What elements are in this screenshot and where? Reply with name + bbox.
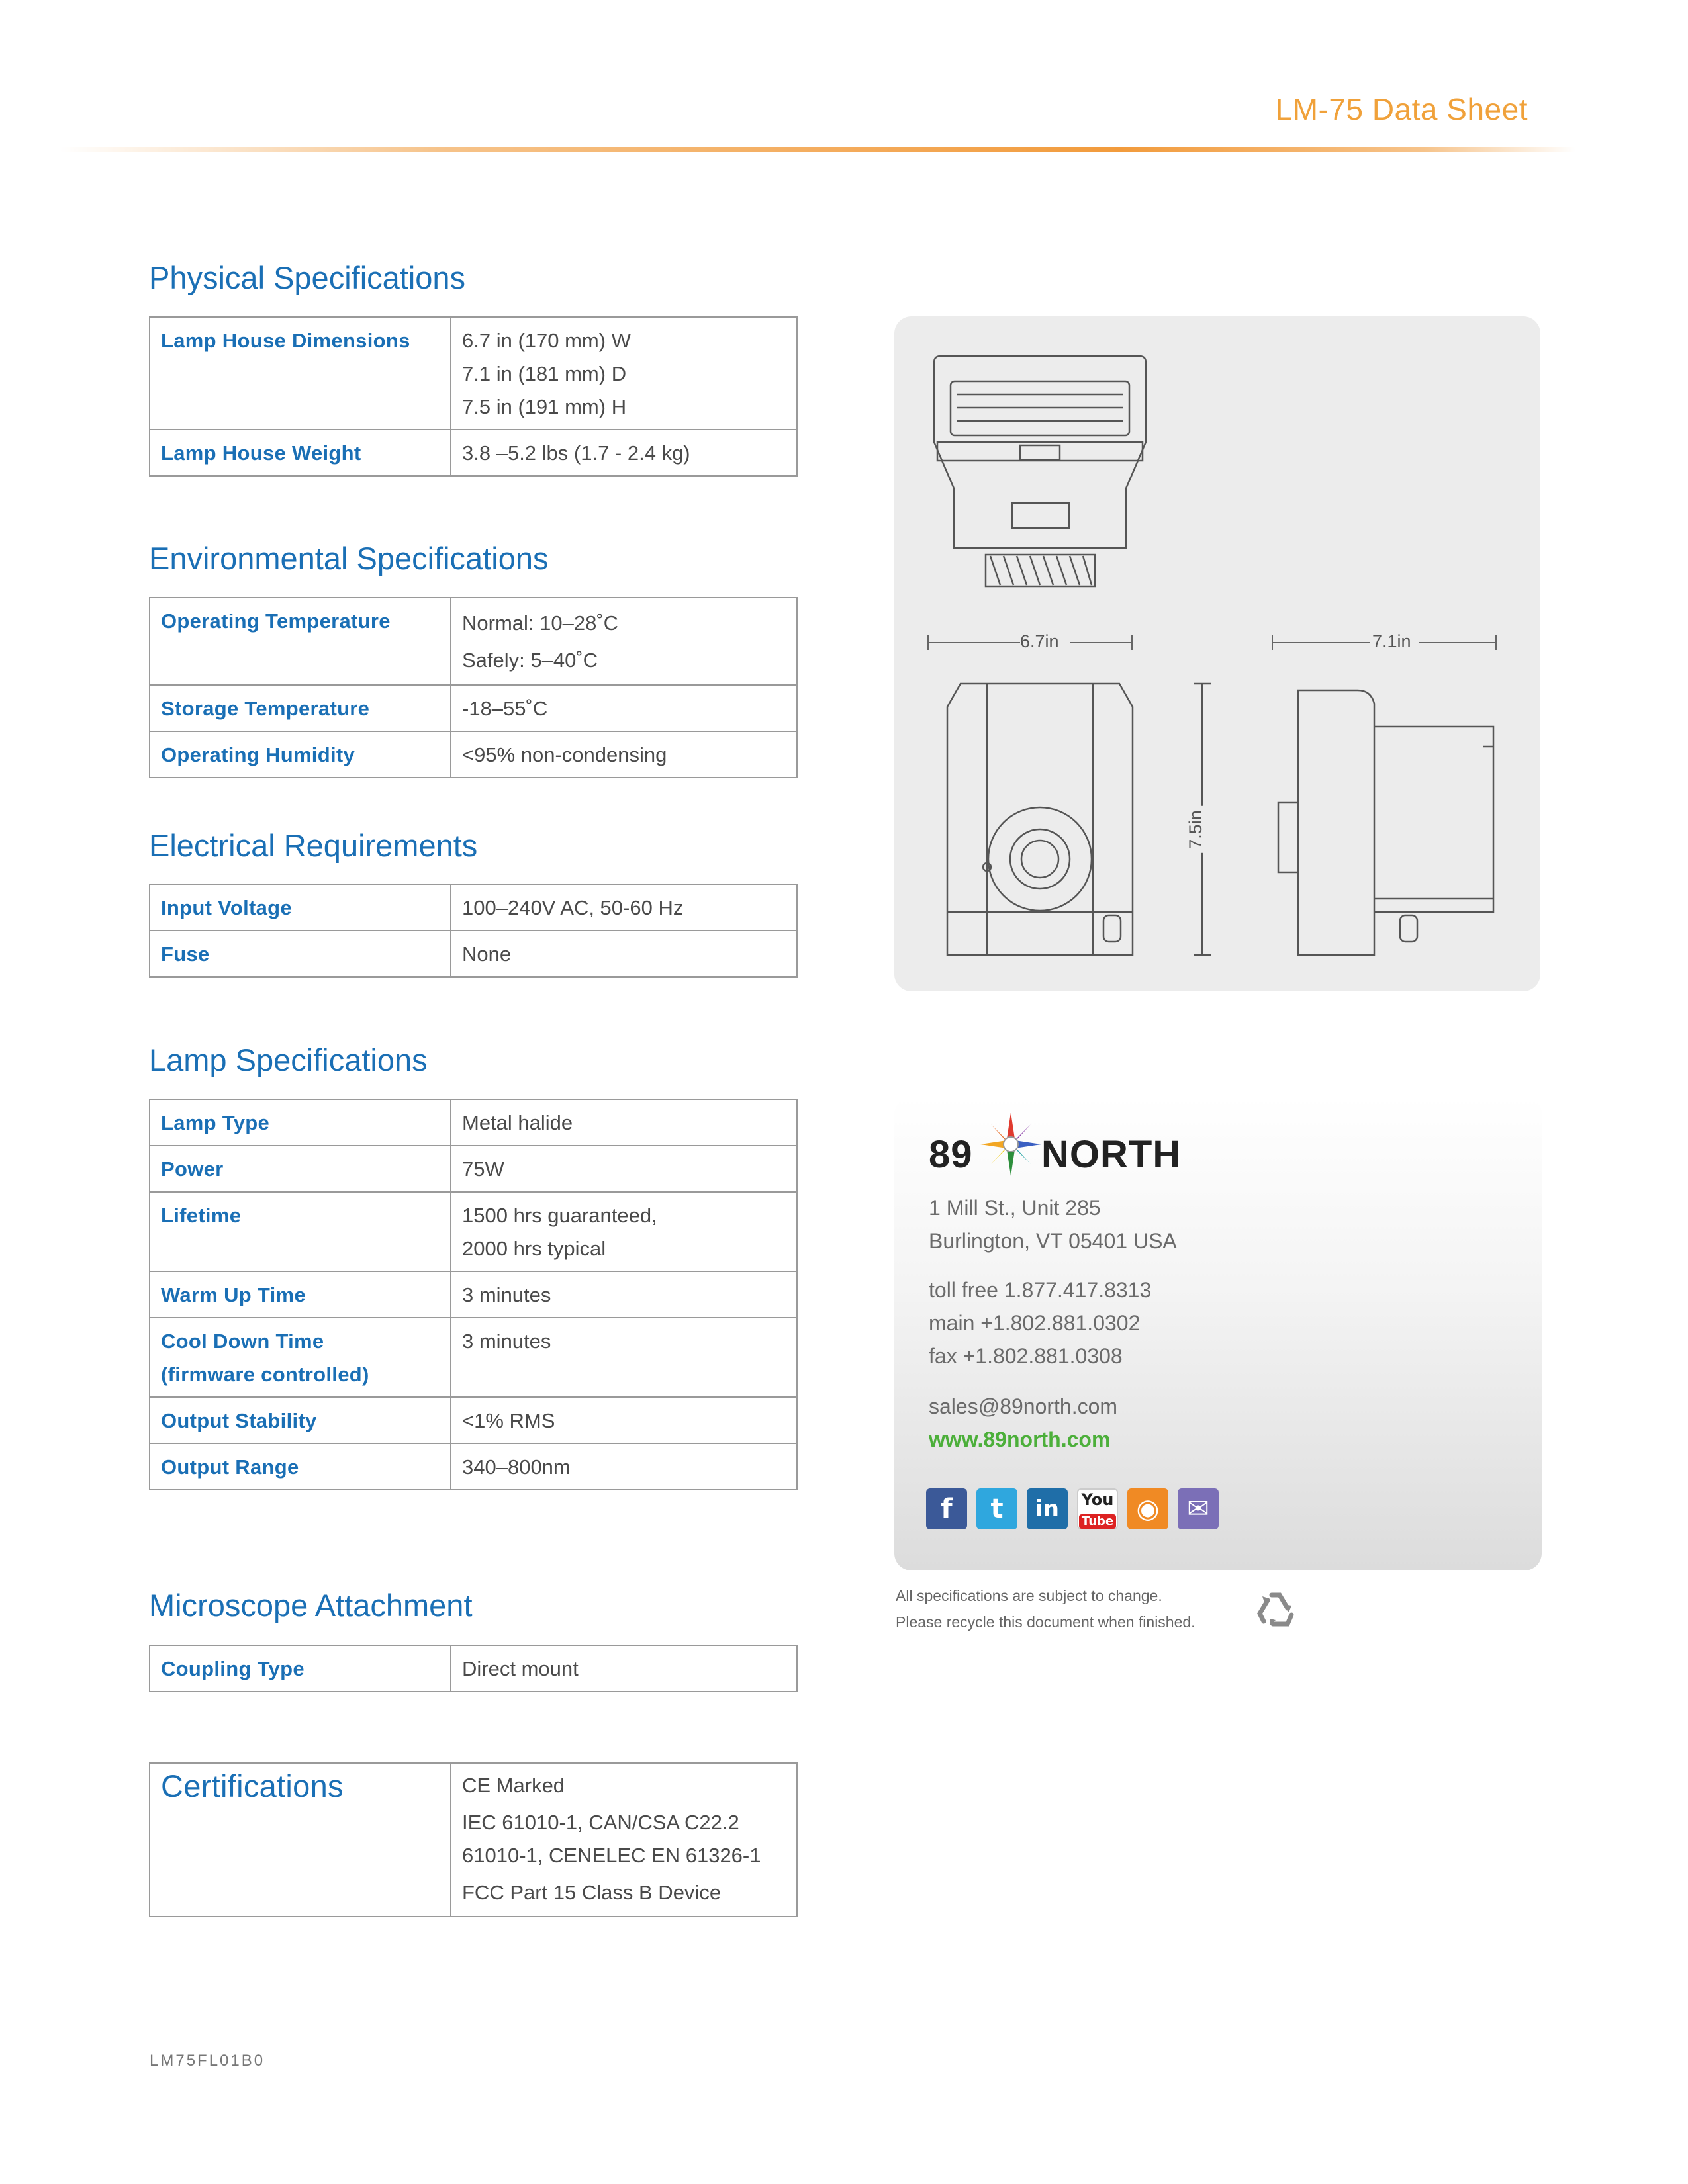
section-title-electrical: Electrical Requirements <box>149 828 478 863</box>
spec-key: Operating Humidity <box>150 731 451 778</box>
website-link[interactable]: www.89north.com <box>929 1428 1111 1451</box>
spec-key: Lamp House Weight <box>150 430 451 476</box>
spec-key-line: Cool Down Time <box>161 1330 324 1353</box>
table-electrical <box>149 884 798 978</box>
spec-value-line: CE Marked <box>462 1774 565 1797</box>
table-row <box>150 1146 797 1192</box>
table-row <box>150 1192 797 1271</box>
spec-value-line: IEC 61010-1, CAN/CSA C22.2 <box>462 1811 739 1834</box>
document-code: LM75FL01B0 <box>150 2052 265 2070</box>
compass-star-icon <box>980 1113 1041 1176</box>
certifications-title: Certifications <box>150 1763 451 1917</box>
twitter-icon[interactable]: t <box>976 1488 1017 1529</box>
section-title-environmental: Environmental Specifications <box>149 541 549 576</box>
address-line-1: 1 Mill St., Unit 285 <box>929 1196 1101 1220</box>
toll-free-phone: toll free 1.877.417.8313 <box>929 1278 1152 1302</box>
recycle-icon <box>1253 1587 1301 1635</box>
spec-value-line: 7.1 in (181 mm) D <box>462 362 627 385</box>
main-phone: main +1.802.881.0302 <box>929 1311 1141 1335</box>
spec-value <box>451 1192 797 1271</box>
fax-number: fax +1.802.881.0308 <box>929 1344 1123 1368</box>
table-certifications <box>149 1762 798 1917</box>
spec-key: Warm Up Time <box>150 1271 451 1318</box>
dim-tick <box>1495 635 1497 650</box>
width-dim-line-right <box>1070 642 1133 643</box>
spec-value: 100–240V AC, 50-60 Hz <box>451 884 797 931</box>
spec-value: <1% RMS <box>451 1397 797 1443</box>
spec-key: Operating Temperature <box>150 598 451 685</box>
table-row <box>150 1645 797 1692</box>
spec-key: Fuse <box>150 931 451 977</box>
table-microscope <box>149 1645 798 1692</box>
depth-dimension-label: 7.1in <box>1372 631 1411 651</box>
recycle-notice: Please recycle this document when finished. <box>896 1614 1196 1631</box>
rss-icon[interactable]: ◉ <box>1127 1488 1168 1529</box>
table-physical <box>149 316 798 477</box>
spec-key: Coupling Type <box>150 1645 451 1692</box>
spec-value-line: Normal: 10–28˚C <box>462 612 619 635</box>
table-environmental <box>149 597 798 778</box>
spec-value: Metal halide <box>451 1099 797 1146</box>
spec-value: 75W <box>451 1146 797 1192</box>
email-icon[interactable]: ✉ <box>1178 1488 1219 1529</box>
spec-value-line: 1500 hrs guaranteed, <box>462 1204 657 1227</box>
table-row <box>150 598 797 685</box>
sales-email-link[interactable]: sales@89north.com <box>929 1394 1118 1418</box>
spec-value-line: 2000 hrs typical <box>462 1237 606 1260</box>
table-row <box>150 931 797 977</box>
spec-value: <95% non-condensing <box>451 731 797 778</box>
spec-key: Output Range <box>150 1443 451 1490</box>
height-dimension-label: 7.5in <box>1186 806 1206 853</box>
lamp-house-drawing <box>894 316 1540 991</box>
logo-text-left: 89 <box>929 1133 973 1176</box>
table-row <box>150 1099 797 1146</box>
spec-value: -18–55˚C <box>451 685 797 731</box>
spec-key: Lamp Type <box>150 1099 451 1146</box>
address-line-2: Burlington, VT 05401 USA <box>929 1229 1177 1253</box>
spec-key: Input Voltage <box>150 884 451 931</box>
logo-text-right: NORTH <box>1041 1133 1182 1176</box>
depth-dim-line-right <box>1419 642 1497 643</box>
width-dim-line-left <box>927 642 1020 643</box>
spec-value <box>451 317 797 430</box>
company-logo <box>929 1109 1207 1188</box>
spec-key: Lamp House Dimensions <box>150 317 451 430</box>
header-rule <box>60 147 1575 152</box>
linkedin-icon[interactable]: in <box>1027 1488 1068 1529</box>
spec-value: 340–800nm <box>451 1443 797 1490</box>
table-row <box>150 1763 797 1917</box>
spec-key: Output Stability <box>150 1397 451 1443</box>
document-title: LM-75 Data Sheet <box>1275 92 1528 126</box>
dim-tick <box>1272 635 1273 650</box>
dimension-diagram-panel <box>894 316 1540 991</box>
youtube-tube-badge: Tube <box>1079 1514 1116 1529</box>
table-row <box>150 1318 797 1397</box>
table-row <box>150 430 797 476</box>
spec-value: 3.8 –5.2 lbs (1.7 - 2.4 kg) <box>451 430 797 476</box>
youtube-icon-text: You <box>1081 1490 1114 1509</box>
spec-key <box>150 1318 451 1397</box>
spec-value <box>451 598 797 685</box>
spec-key: Lifetime <box>150 1192 451 1271</box>
spec-value-line: FCC Part 15 Class B Device <box>462 1881 722 1904</box>
table-row <box>150 884 797 931</box>
section-title-lamp: Lamp Specifications <box>149 1042 428 1077</box>
width-dimension-label: 6.7in <box>1020 631 1059 651</box>
youtube-icon[interactable] <box>1077 1488 1118 1529</box>
dim-tick <box>1131 635 1133 650</box>
table-row <box>150 317 797 430</box>
table-row <box>150 1271 797 1318</box>
spec-value <box>451 1763 797 1917</box>
table-row <box>150 1443 797 1490</box>
spec-value-line: 61010-1, CENELEC EN 61326-1 <box>462 1844 761 1867</box>
spec-value: None <box>451 931 797 977</box>
spec-key: Power <box>150 1146 451 1192</box>
section-title-physical: Physical Specifications <box>149 260 466 295</box>
facebook-icon[interactable]: f <box>926 1488 967 1529</box>
change-notice: All specifications are subject to change. <box>896 1587 1162 1604</box>
table-row <box>150 685 797 731</box>
section-title-microscope: Microscope Attachment <box>149 1588 473 1623</box>
spec-value: Direct mount <box>451 1645 797 1692</box>
spec-value: 3 minutes <box>451 1318 797 1397</box>
table-row <box>150 1397 797 1443</box>
table-row <box>150 731 797 778</box>
table-lamp <box>149 1099 798 1490</box>
spec-value: 3 minutes <box>451 1271 797 1318</box>
depth-dim-line-left <box>1272 642 1370 643</box>
spec-key-line: (firmware controlled) <box>161 1363 369 1386</box>
spec-value-line: 7.5 in (191 mm) H <box>462 395 627 418</box>
contact-panel <box>894 1097 1542 1570</box>
dim-tick <box>927 635 929 650</box>
spec-value-line: 6.7 in (170 mm) W <box>462 329 631 352</box>
spec-key: Storage Temperature <box>150 685 451 731</box>
spec-value-line: Safely: 5–40˚C <box>462 649 598 672</box>
